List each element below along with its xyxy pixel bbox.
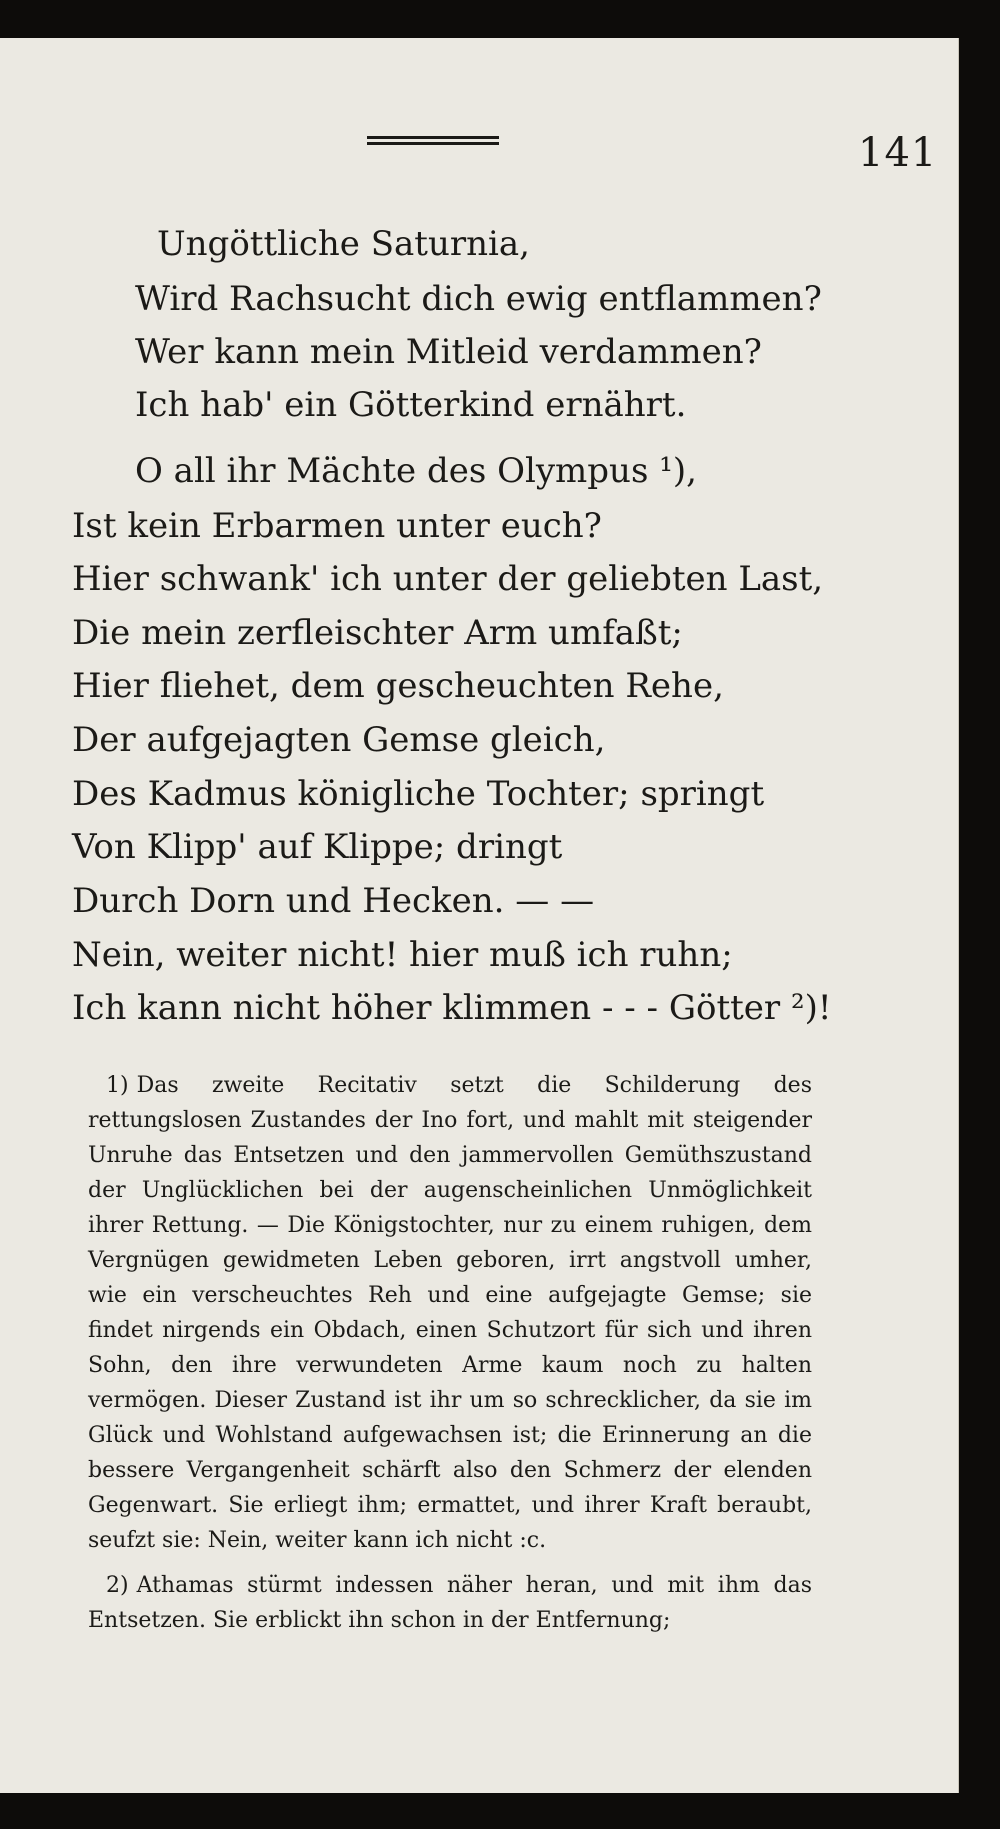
verse-line: Die mein zerfleischter Arm umfaßt; [72, 613, 683, 653]
verse-line: Ich kann nicht höher klimmen - - - Götter ²)! [72, 988, 832, 1028]
footnote-1 [88, 1068, 812, 1558]
verse-line: Ich hab' ein Götterkind ernährt. [135, 385, 687, 425]
verse-line: Wer kann mein Mitleid verdammen? [135, 332, 762, 372]
footnote-mark: 1) [106, 1073, 129, 1098]
verse-line: Ist kein Erbarmen unter euch? [72, 506, 602, 546]
verse-line: Von Klipp' auf Klippe; dringt [72, 827, 563, 867]
verse-line: Wird Rachsucht dich ewig entflammen? [135, 279, 822, 319]
footnote-text: Athamas stürmt indessen näher heran, und mit ihm das Entsetzen. Sie erblickt ihn schon in der Entfernung; [88, 1573, 812, 1633]
verse-line: Hier fliehet, dem gescheuchten Rehe, [72, 666, 724, 706]
footnote-2 [88, 1568, 812, 1638]
verse-line: Hier schwank' ich unter der geliebten Last, [72, 559, 824, 599]
verse-line: Ungöttliche Saturnia, [157, 224, 530, 264]
verse-line: Des Kadmus königliche Tochter; springt [72, 774, 765, 814]
book-page [0, 38, 959, 1793]
verse-line: Nein, weiter nicht! hier muß ich ruhn; [72, 935, 733, 975]
verse-line: Durch Dorn und Hecken. — — [72, 881, 595, 921]
header-rule [367, 136, 499, 146]
page-number: 141 [858, 130, 938, 176]
footnote-text: Das zweite Recitativ setzt die Schilderung des rettungslosen Zustandes der Ino fort, und mahlt mit steigender Unruhe das Entsetzen und den jammervollen Gemüthszustand der Unglücklichen bei der augenscheinlichen Unmöglichkeit ihrer Rettung. — Die Königstochter, nur zu einem ruhigen, dem Vergnügen gewidmeten Leben geboren, irrt angstvoll umher, wie ein verscheuchtes Reh und eine aufgejagte Gemse; sie findet nirgends ein Obdach, einen Schutzort für sich und ihren Sohn, den ihre verwundeten Arme kaum noch zu halten vermögen. Dieser Zustand ist ihr um so schrecklicher, da sie im Glück und Wohlstand aufgewachsen ist; die Erinnerung an die bessere Vergangenheit schärft also den Schmerz der elenden Gegenwart. Sie erliegt ihm; ermattet, und ihrer Kraft beraubt, seufzt sie: Nein, weiter kann ich nicht :c. [88, 1073, 812, 1553]
verse-line: Der aufgejagten Gemse gleich, [72, 720, 606, 760]
verse-line: O all ihr Mächte des Olympus ¹), [135, 451, 697, 491]
footnote-mark: 2) [106, 1573, 129, 1598]
